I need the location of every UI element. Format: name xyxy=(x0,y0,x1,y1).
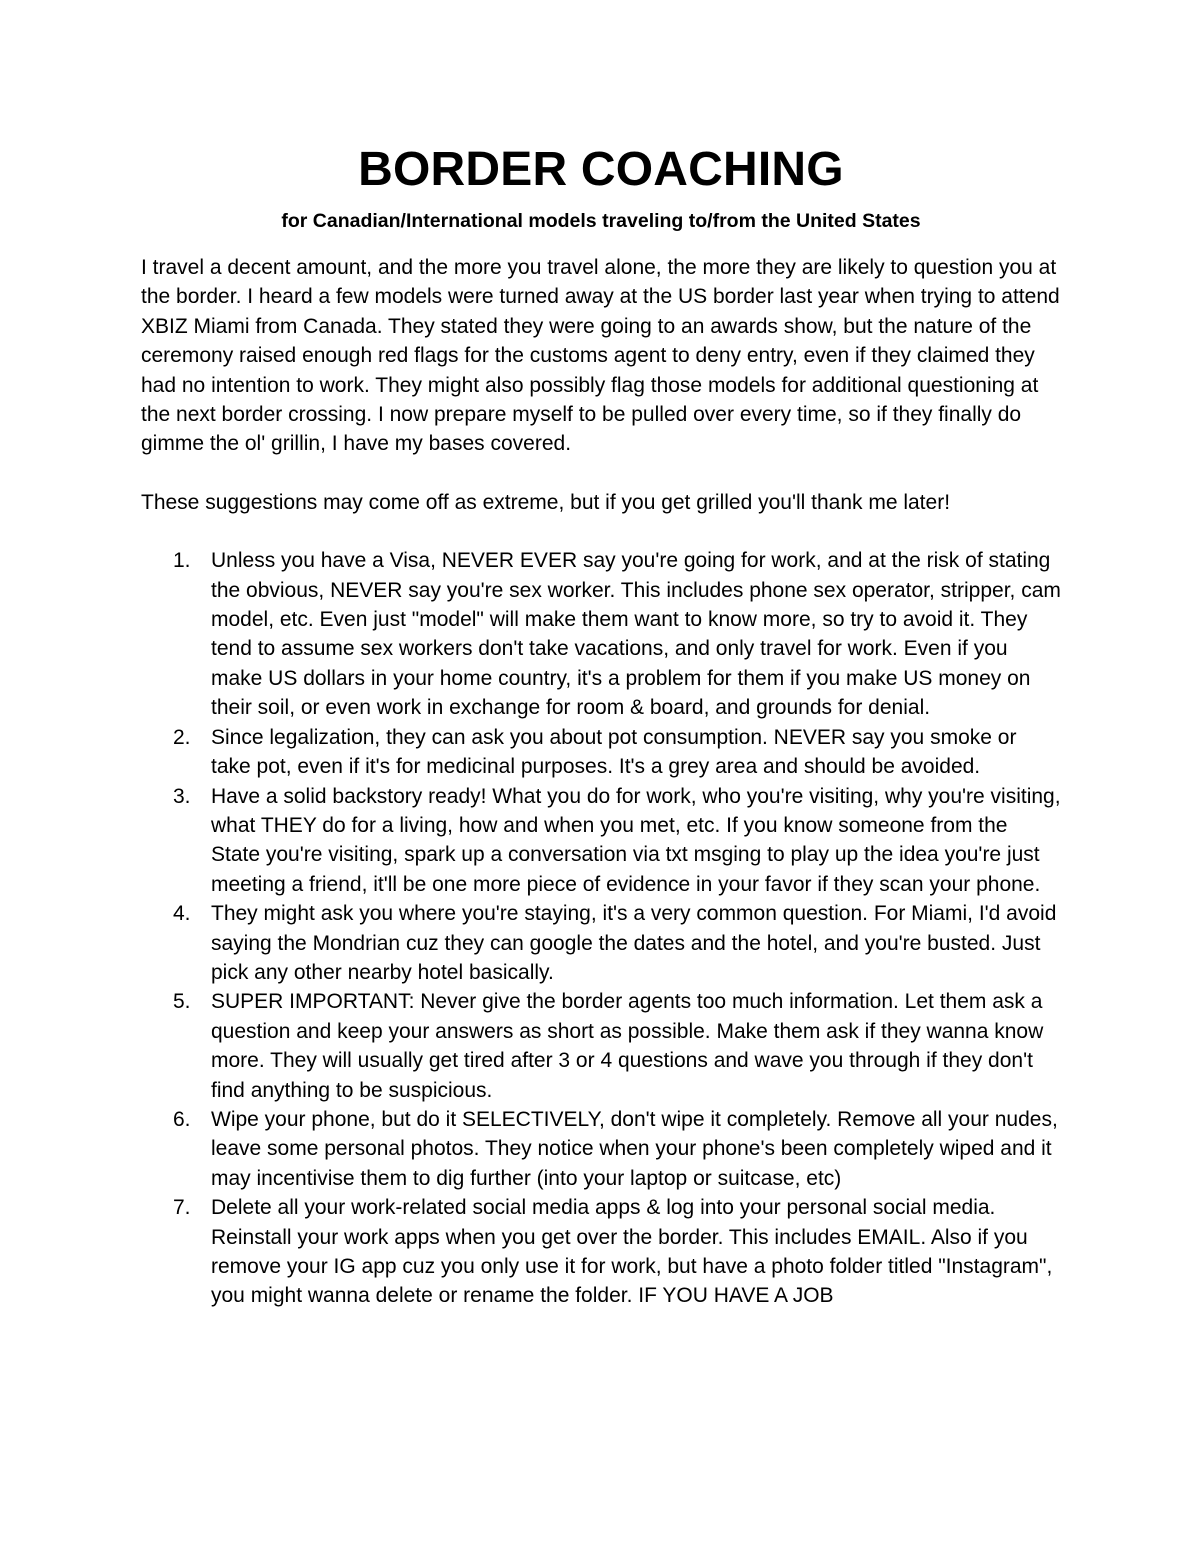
list-item-text: They might ask you where you're staying, it's a very common question. For Miami, I'd avoid saying the Mondrian cuz they can google the dates and the hotel, and you're busted. Just pick any other nearby hotel basically. xyxy=(211,902,1057,984)
list-item-number: 5. xyxy=(173,990,191,1014)
document-title: BORDER COACHING xyxy=(358,143,844,196)
list-item xyxy=(141,546,1061,722)
list-item-number: 2. xyxy=(173,725,191,749)
intro-paragraph: I travel a decent amount, and the more you travel alone, the more they are likely to question you at the border. I heard a few models were turned away at the US border last year when trying to attend XBIZ Miami from Canada. They stated they were going to an awards show, but the nature of the ceremony raised enough red flags for the customs agent to deny entry, even if they claimed they had no intention to work. They might also possibly flag those models for additional questioning at the next border crossing. I now prepare myself to be pulled over every time, so if they finally do gimme the ol' grillin, I have my bases covered. xyxy=(141,256,1060,456)
list-item-text: Unless you have a Visa, NEVER EVER say you're going for work, and at the risk of stating the obvious, NEVER say you're sex worker. This includes phone sex operator, stripper, cam model, etc. Even just "model" will make them want to know more, so try to avoid it. They tend to assume sex workers don't take vacations, and only travel for work. Even if you make US dollars in your home country, it's a problem for them if you make US money on their soil, or even work in exchange for room & board, and grounds for denial. xyxy=(211,549,1061,720)
list-item-text: SUPER IMPORTANT: Never give the border agents too much information. Let them ask a question and keep your answers as short as possible. Make them ask if they wanna know more. They will usually get tired after 3 or 4 questions and wave you through if they don't find anything to be suspicious. xyxy=(211,990,1044,1102)
list-item-text: Have a solid backstory ready! What you do for work, who you're visiting, why you're visiting, what THEY do for a living, how and when you met, etc. If you know someone from the State you're visiting, spark up a conversation via txt msging to play up the idea you're just meeting a friend, it'll be one more piece of evidence in your favor if they scan your phone. xyxy=(211,784,1061,896)
document-subtitle: for Canadian/International models traveling to/from the United States xyxy=(281,210,921,232)
note-paragraph: These suggestions may come off as extreme, but if you get grilled you'll thank me later! xyxy=(141,490,951,514)
list-item xyxy=(141,782,1061,900)
tips-list xyxy=(141,546,1061,1311)
list-item xyxy=(141,1105,1061,1193)
document-page xyxy=(141,140,1061,1311)
list-item-text: Wipe your phone, but do it SELECTIVELY, don't wipe it completely. Remove all your nudes, leave some personal photos. They notice when your phone's been completely wiped and it may incentivise them to dig further (into your laptop or suitcase, etc) xyxy=(211,1107,1058,1190)
list-item-number: 3. xyxy=(173,784,191,808)
list-item-text: Delete all your work-related social media apps & log into your personal social media. Reinstall your work apps when you get over the border. This includes EMAIL. Also if you remove your IG app cuz you only use it for work, but have a photo folder titled "Instagram", you might wanna delete or rename the folder. IF YOU HAVE A JOB xyxy=(211,1196,1053,1308)
list-item-text: Since legalization, they can ask you about pot consumption. NEVER say you smoke or take pot, even if it's for medicinal purposes. It's a grey area and should be avoided. xyxy=(211,725,1017,779)
list-item xyxy=(141,723,1061,782)
list-item xyxy=(141,1193,1061,1311)
list-item xyxy=(141,987,1061,1105)
list-item-number: 4. xyxy=(173,902,191,926)
list-item-number: 6. xyxy=(173,1107,191,1131)
list-item xyxy=(141,899,1061,987)
list-item-number: 1. xyxy=(173,549,191,573)
list-item-number: 7. xyxy=(173,1196,191,1220)
